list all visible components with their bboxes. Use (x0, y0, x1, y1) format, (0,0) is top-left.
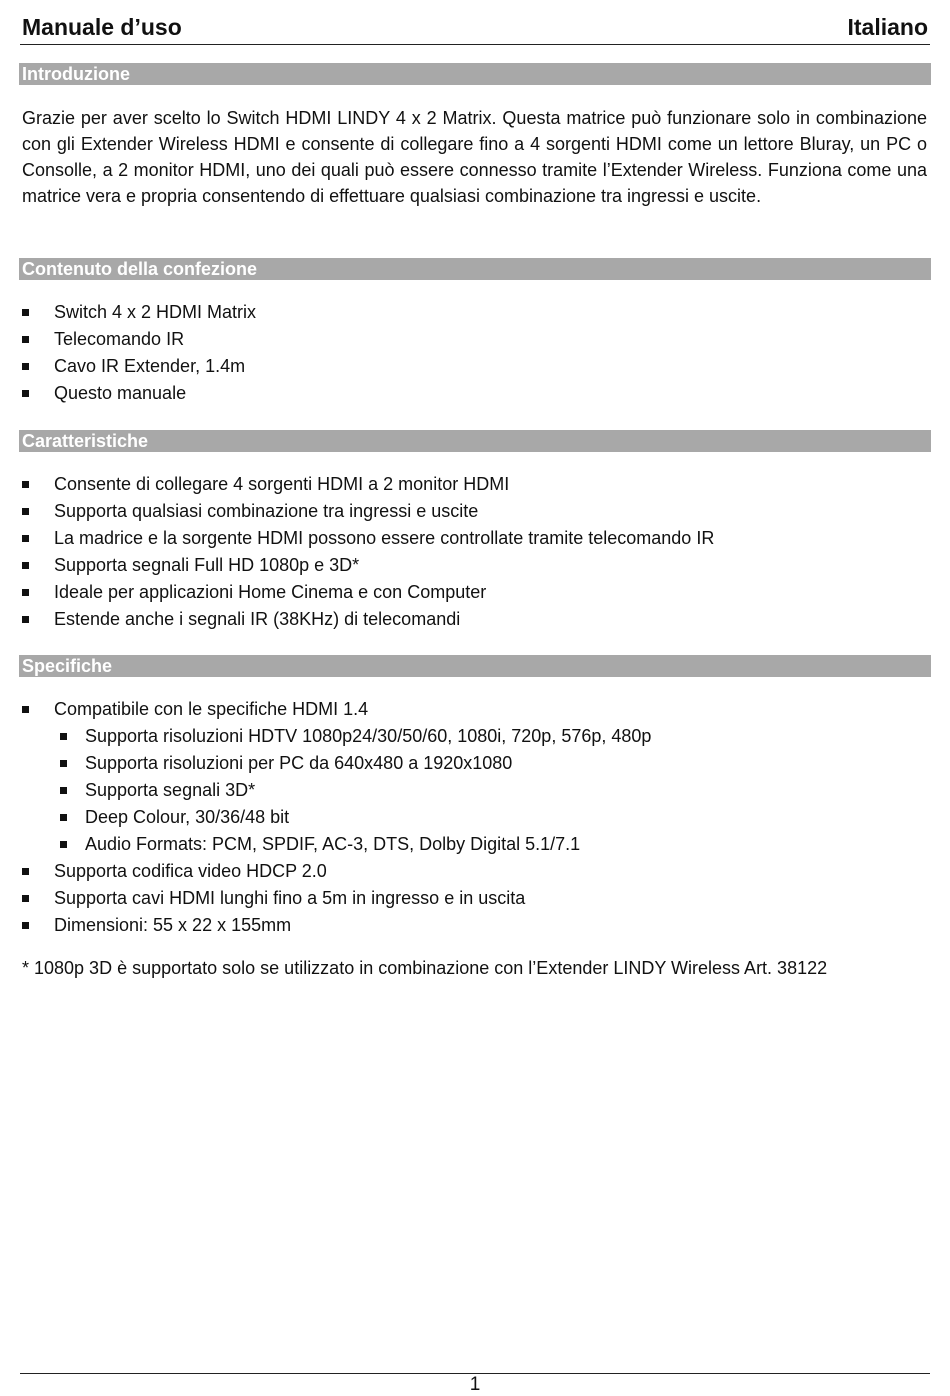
list-item: Cavo IR Extender, 1.4m (22, 353, 927, 380)
bullet-icon (60, 814, 67, 821)
bullet-icon (22, 922, 29, 929)
list-item: Questo manuale (22, 380, 927, 407)
list-item: Ideale per applicazioni Home Cinema e con Computer (22, 579, 927, 606)
page-number: 1 (469, 1374, 481, 1395)
bullet-icon (22, 390, 29, 397)
bullet-icon (22, 363, 29, 370)
bullet-icon (60, 760, 67, 767)
features-list (22, 471, 927, 633)
bullet-icon (22, 706, 29, 713)
list-item: Estende anche i segnali IR (38KHz) di telecomandi (22, 606, 927, 633)
sub-list-item: Supporta risoluzioni per PC da 640x480 a 1920x1080 (22, 750, 927, 777)
sub-list-item: Supporta segnali 3D* (22, 777, 927, 804)
sub-list-item: Audio Formats: PCM, SPDIF, AC-3, DTS, Dolby Digital 5.1/7.1 (22, 831, 927, 858)
bullet-icon (22, 616, 29, 623)
bullet-icon (60, 841, 67, 848)
list-item: Telecomando IR (22, 326, 927, 353)
page-header (20, 12, 930, 45)
list-item: Supporta qualsiasi combinazione tra ingressi e uscite (22, 498, 927, 525)
list-item: Supporta segnali Full HD 1080p e 3D* (22, 552, 927, 579)
list-item: Supporta codifica video HDCP 2.0 (22, 858, 927, 885)
bullet-icon (22, 309, 29, 316)
bullet-icon (22, 508, 29, 515)
section-heading-features: Caratteristiche (19, 430, 931, 452)
bullet-icon (22, 562, 29, 569)
language-label: Italiano (847, 14, 928, 40)
list-item: La madrice e la sorgente HDMI possono essere controllate tramite telecomando IR (22, 525, 927, 552)
bullet-icon (22, 895, 29, 902)
bullet-icon (22, 868, 29, 875)
manual-title: Manuale d’uso (22, 14, 182, 40)
footnote: * 1080p 3D è supportato solo se utilizzato in combinazione con l’Extender LINDY Wireless Art. 38122 (22, 958, 828, 978)
sub-list-item: Deep Colour, 30/36/48 bit (22, 804, 927, 831)
bullet-icon (60, 787, 67, 794)
list-item: Compatibile con le specifiche HDMI 1.4 (22, 696, 927, 723)
section-heading-intro: Introduzione (19, 63, 931, 85)
intro-paragraph: Grazie per aver scelto lo Switch HDMI LINDY 4 x 2 Matrix. Questa matrice può funzionare solo in combinazione con gli Extender Wireless HDMI e consente di collegare fino a 4 sorgenti HDMI come un lettore Bluray, un PC o Consolle, a 2 monitor HDMI, uno dei quali può essere connesso tramite l’Extender Wireless. Funziona come una matrice vera e propria consentendo di effettuare qualsiasi combinazione tra ingressi e uscite. (22, 108, 927, 206)
list-item: Switch 4 x 2 HDMI Matrix (22, 299, 927, 326)
bullet-icon (22, 535, 29, 542)
list-item: Dimensioni: 55 x 22 x 155mm (22, 912, 927, 939)
bullet-icon (22, 589, 29, 596)
sub-list-item: Supporta risoluzioni HDTV 1080p24/30/50/60, 1080i, 720p, 576p, 480p (22, 723, 927, 750)
list-item: Supporta cavi HDMI lunghi fino a 5m in ingresso e in uscita (22, 885, 927, 912)
package-list (22, 299, 927, 407)
bullet-icon (60, 733, 67, 740)
specs-list (22, 696, 927, 939)
list-item: Consente di collegare 4 sorgenti HDMI a 2 monitor HDMI (22, 471, 927, 498)
section-heading-package: Contenuto della confezione (19, 258, 931, 280)
bullet-icon (22, 481, 29, 488)
section-heading-specs: Specifiche (19, 655, 931, 677)
bullet-icon (22, 336, 29, 343)
